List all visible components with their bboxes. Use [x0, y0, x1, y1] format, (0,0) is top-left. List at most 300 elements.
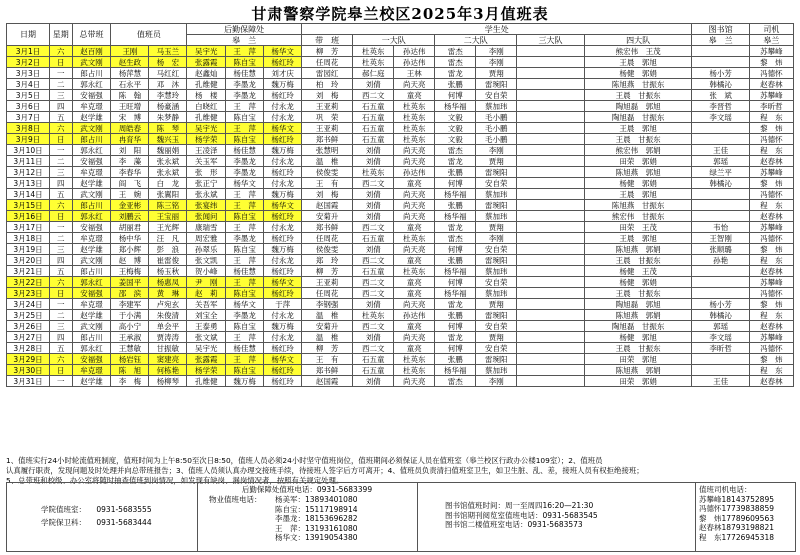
team1-cell: 刘倩 — [353, 79, 394, 90]
header-duty-staff: 值班员 — [111, 24, 187, 46]
team2-cell: 杨华福 — [435, 288, 476, 299]
roster-row — [7, 299, 794, 310]
property-row — [275, 524, 358, 534]
logistics-cell: 魏万梅 — [264, 244, 302, 255]
chief-cell: 武文刚 — [72, 189, 111, 200]
team2-cell: 杨华福 — [435, 365, 476, 376]
duty-staff-cell: 李建军 — [111, 299, 149, 310]
duty-staff-cell: 赵 博 — [111, 255, 149, 266]
team2-cell: 李刚 — [476, 145, 517, 156]
team1-cell: 孙达伟 — [394, 57, 435, 68]
logistics-cell: 张 形 — [187, 167, 226, 178]
logistics-cell: 魏万梅 — [264, 189, 302, 200]
team2-cell: 杨华福 — [435, 189, 476, 200]
duty-staff-cell: 朱梦静 — [149, 112, 187, 123]
roster-row — [7, 57, 794, 68]
logistics-cell: 李墨龙 — [226, 167, 264, 178]
team2-cell: 李刚 — [476, 233, 517, 244]
team2-cell: 雷杰 — [435, 145, 476, 156]
library-hours: 图书馆值班时间：周一至周四16:20—21:30 — [445, 501, 594, 510]
team1-cell: 童亮 — [394, 178, 435, 189]
team2-cell: 张鹏 — [435, 255, 476, 266]
logistics-cell: 张露霞 — [187, 354, 226, 365]
driver-cell: 赵春林 — [749, 79, 793, 90]
date-cell: 3月21日 — [7, 266, 50, 277]
library-cell — [692, 200, 749, 211]
team2-cell: 张鹏 — [435, 310, 476, 321]
team1-cell: 童亮 — [394, 255, 435, 266]
chief-cell: 郭永红 — [72, 145, 111, 156]
weekday-cell: 五 — [50, 189, 73, 200]
header-logistics-gaolan: 皋 兰 — [187, 35, 302, 46]
logistics-cell: 杨红玲 — [264, 57, 302, 68]
logistics-cell: 陈自宝 — [226, 288, 264, 299]
lead-cell: 郑 玲 — [302, 255, 353, 266]
date-cell: 3月1日 — [7, 46, 50, 57]
property-label: 物业值班电话： — [209, 495, 262, 504]
logistics-phone-title: 后勤保障处值班电话：0931-5683399 — [241, 485, 373, 494]
duty-staff-cell: 张永斌 — [149, 167, 187, 178]
logistics-cell: 付永龙 — [264, 222, 302, 233]
team1-cell: 刘倩 — [353, 299, 394, 310]
chief-cell: 武文刚 — [72, 57, 111, 68]
logistics-cell: 刘宝全 — [187, 310, 226, 321]
logistics-cell: 吴宇光 — [187, 123, 226, 134]
duty-staff-cell: 窦建亮 — [149, 354, 187, 365]
team1-cell: 杜英东 — [394, 266, 435, 277]
logistics-cell: 杨佳慧 — [226, 68, 264, 79]
logistics-cell: 付永龙 — [264, 332, 302, 343]
team1-cell: 童亮 — [394, 343, 435, 354]
logistics-cell: 白晓红 — [187, 101, 226, 112]
duty-staff-cell: 王旺增 — [111, 101, 149, 112]
roster-row — [7, 112, 794, 123]
logistics-cell: 杨华文 — [264, 277, 302, 288]
team2-cell: 张鹏 — [435, 200, 476, 211]
date-cell: 3月6日 — [7, 101, 50, 112]
chief-cell: 郭永红 — [72, 343, 111, 354]
driver-cell: 黎 炜 — [749, 178, 793, 189]
team1-cell: 郝仁庭 — [353, 68, 394, 79]
library-cell — [692, 288, 749, 299]
team1-cell: 尚天亮 — [394, 332, 435, 343]
date-cell: 3月3日 — [7, 68, 50, 79]
roster-row — [7, 310, 794, 321]
chief-cell: 武文刚 — [72, 123, 111, 134]
library-cell: 韩橘沁 — [692, 310, 749, 321]
team1-cell: 石五童 — [353, 365, 394, 376]
header-chief: 总带班 — [72, 24, 111, 46]
duty-staff-cell: 张永斌 — [149, 156, 187, 167]
team2-cell: 雷琬阳 — [476, 310, 517, 321]
date-cell: 3月28日 — [7, 343, 50, 354]
date-cell: 3月5日 — [7, 90, 50, 101]
logistics-cell: 杨红玲 — [264, 233, 302, 244]
lead-cell: 郑书鲜 — [302, 222, 353, 233]
duty-staff-cell: 李慧玲 — [149, 90, 187, 101]
lead-cell: 温 椎 — [302, 156, 353, 167]
logistics-cell: 王 萍 — [226, 46, 264, 57]
date-cell: 3月15日 — [7, 200, 50, 211]
notice-line: 认真履行职责，发现问题及时处理并向总带班报告；3、值班人员须认真办理交接班手续，待接班人签字后方可离开；4、值班员负责清扫值班室卫生，如卫生脏、乱、差，接班人员有权拒绝接班； — [6, 466, 644, 475]
chief-cell: 牟克璟 — [72, 233, 111, 244]
duty-staff-cell: 朱俊清 — [149, 310, 187, 321]
driver-cell: 李昕哲 — [749, 101, 793, 112]
chief-cell: 赵学雄 — [72, 244, 111, 255]
logistics-cell: 杨红玲 — [264, 134, 302, 145]
team1-cell: 杜英东 — [394, 354, 435, 365]
library-cell: 张顺璐 — [692, 244, 749, 255]
duty-staff-cell: 杨中华 — [111, 233, 149, 244]
logistics-cell: 张闻问 — [187, 211, 226, 222]
driver-cell: 赵春林 — [749, 266, 793, 277]
date-cell: 3月12日 — [7, 167, 50, 178]
logistics-cell: 王 萍 — [226, 332, 264, 343]
logistics-cell: 张文斌 — [187, 332, 226, 343]
driver-cell: 程 东 — [749, 365, 793, 376]
chief-cell: 郭永红 — [72, 211, 111, 222]
logistics-cell: 杨红玲 — [264, 365, 302, 376]
team1-cell: 刘倩 — [353, 244, 394, 255]
duty-staff-cell: 白 龙 — [149, 178, 187, 189]
team1-cell: 尚天亮 — [394, 189, 435, 200]
date-cell: 3月30日 — [7, 365, 50, 376]
lead-cell: 赵国霞 — [302, 376, 353, 387]
team2-cell: 雷龙 — [435, 222, 476, 233]
team3-cell — [517, 145, 585, 156]
logistics-cell: 杨红玲 — [264, 343, 302, 354]
team4-cell: 王晨 郭旭 — [584, 233, 692, 244]
duty-staff-cell: 魏丽娟 — [149, 145, 187, 156]
duty-staff-cell: 汪 凡 — [149, 233, 187, 244]
duty-staff-cell: 杨玉秋 — [149, 266, 187, 277]
date-cell: 3月8日 — [7, 123, 50, 134]
roster-row — [7, 343, 794, 354]
weekday-cell: 三 — [50, 321, 73, 332]
duty-staff-cell: 邵 滨 — [111, 288, 149, 299]
team1-cell: 尚天亮 — [394, 79, 435, 90]
footer-library — [417, 483, 696, 551]
driver-name: 冯德怀 — [699, 504, 722, 513]
roster-row — [7, 134, 794, 145]
school-phone: 0931-5683555 — [96, 505, 152, 514]
library-cell — [692, 211, 749, 222]
team4-cell: 王晨 郭旭 — [584, 189, 692, 200]
roster-body — [7, 46, 794, 387]
weekday-cell: 一 — [50, 299, 73, 310]
date-cell: 3月17日 — [7, 222, 50, 233]
library-info — [445, 501, 598, 530]
team4-cell: 田荣 郭娟 — [584, 376, 692, 387]
date-cell: 3月27日 — [7, 332, 50, 343]
library-cell: 孙艳 — [692, 255, 749, 266]
team1-cell: 西二文 — [353, 90, 394, 101]
roster-row — [7, 255, 794, 266]
team2-cell: 杨华福 — [435, 266, 476, 277]
team2-cell: 贾翔 — [476, 156, 517, 167]
lead-cell: 赵国霞 — [302, 200, 353, 211]
driver-row — [699, 495, 795, 505]
library-cell: 王智刚 — [692, 233, 749, 244]
logistics-cell: 王 萍 — [226, 101, 264, 112]
weekday-cell: 二 — [50, 310, 73, 321]
team1-cell: 杜英东 — [353, 57, 394, 68]
team1-cell: 刘倩 — [353, 156, 394, 167]
roster-row — [7, 222, 794, 233]
lead-cell: 雷园红 — [302, 68, 353, 79]
team1-cell: 杜英东 — [353, 46, 394, 57]
logistics-cell: 杨华文 — [264, 123, 302, 134]
team4-cell: 熊宏伟 郭娟 — [584, 145, 692, 156]
logistics-cell: 王凌泽 — [187, 145, 226, 156]
logistics-cell: 杨华文 — [264, 354, 302, 365]
date-cell: 3月11日 — [7, 156, 50, 167]
logistics-cell: 张宴纬 — [187, 200, 226, 211]
weekday-cell: 日 — [50, 365, 73, 376]
driver-cell: 程 东 — [749, 255, 793, 266]
roster-row — [7, 321, 794, 332]
chief-cell: 安福强 — [72, 90, 111, 101]
team2-cell: 雷琬阳 — [476, 167, 517, 178]
team3-cell — [517, 57, 585, 68]
logistics-cell: 张永斌 — [187, 189, 226, 200]
logistics-cell: 陈自宝 — [226, 321, 264, 332]
team2-cell: 毛小鹏 — [476, 112, 517, 123]
property-phone: 15117198914 — [305, 504, 358, 514]
logistics-cell: 贺小峰 — [187, 266, 226, 277]
team1-cell: 尚天亮 — [394, 376, 435, 387]
team1-cell: 石五童 — [353, 112, 394, 123]
lead-cell: 刘 梅 — [302, 189, 353, 200]
duty-staff-cell: 邓 沐 — [149, 79, 187, 90]
lead-cell: 任周花 — [302, 288, 353, 299]
team2-cell: 蔡加玮 — [476, 365, 517, 376]
footer-logistics — [197, 483, 418, 551]
logistics-cell: 付永龙 — [264, 101, 302, 112]
driver-name: 苏攀峰 — [699, 494, 722, 504]
team2-cell: 张鹏 — [435, 79, 476, 90]
team2-cell: 文毅 — [435, 123, 476, 134]
duty-staff-cell: 杨萍慧 — [111, 68, 149, 79]
duty-staff-cell: 马玉兰 — [149, 46, 187, 57]
team2-cell: 张鹏 — [435, 167, 476, 178]
team3-cell — [517, 123, 585, 134]
duty-staff-cell: 彭 浪 — [149, 244, 187, 255]
duty-staff-cell: 刘 阳 — [111, 145, 149, 156]
team1-cell: 童亮 — [394, 321, 435, 332]
weekday-cell: 四 — [50, 332, 73, 343]
team2-cell: 文毅 — [435, 134, 476, 145]
date-cell: 3月4日 — [7, 79, 50, 90]
team2-cell: 何博 — [435, 90, 476, 101]
logistics-cell: 王泰勇 — [187, 321, 226, 332]
duty-staff-cell: 王 婉 — [111, 189, 149, 200]
team4-cell: 陶旭磊 郭旭 — [584, 299, 692, 310]
team3-cell — [517, 134, 585, 145]
logistics-cell: 赵鑫灿 — [187, 68, 226, 79]
logistics-cell: 魏万梅 — [226, 376, 264, 387]
weekday-cell: 一 — [50, 376, 73, 387]
weekday-cell: 一 — [50, 145, 73, 156]
team2-cell: 贾翔 — [476, 222, 517, 233]
duty-staff-cell: 姜国平 — [111, 277, 149, 288]
logistics-cell: 陈自宝 — [226, 57, 264, 68]
chief-cell: 郎占川 — [72, 266, 111, 277]
weekday-cell: 六 — [50, 46, 73, 57]
team1-cell: 尚天亮 — [394, 244, 435, 255]
date-cell: 3月18日 — [7, 233, 50, 244]
driver-phone: 17789609563 — [721, 513, 774, 523]
team2-cell: 蔡加玮 — [476, 189, 517, 200]
property-name: 陈自宝： — [275, 504, 305, 514]
team1-cell: 刘倩 — [353, 376, 394, 387]
team4-cell: 陈旭燕 郭旭 — [584, 167, 692, 178]
driver-row — [699, 504, 795, 514]
driver-cell: 黎 炜 — [749, 57, 793, 68]
duty-staff-cell: 杨惠凤 — [149, 277, 187, 288]
team4-cell: 田荣 郭娟 — [584, 156, 692, 167]
logistics-cell: 李墨龙 — [226, 233, 264, 244]
library-cell — [692, 354, 749, 365]
security-phone-label: 学院保卫科： — [41, 518, 86, 527]
logistics-cell: 李墨龙 — [226, 79, 264, 90]
team1-cell: 杜英东 — [394, 134, 435, 145]
team4-cell: 陈旭燕 甘振东 — [584, 79, 692, 90]
roster-row — [7, 376, 794, 387]
weekday-cell: 六 — [50, 123, 73, 134]
logistics-cell: 周宏雅 — [187, 233, 226, 244]
team3-cell — [517, 310, 585, 321]
library-cell: 李昕哲 — [692, 343, 749, 354]
logistics-cell: 杨佳慧 — [226, 266, 264, 277]
duty-staff-cell: 崔雷俊 — [149, 255, 187, 266]
duty-staff-cell: 李 梅 — [111, 376, 149, 387]
property-name: 李墨龙： — [275, 514, 305, 523]
team2-cell: 李刚 — [476, 46, 517, 57]
driver-name: 黎 炜 — [699, 513, 722, 523]
header-driver: 司机 — [749, 24, 793, 35]
logistics-cell: 杨华文 — [264, 200, 302, 211]
team3-cell — [517, 332, 585, 343]
logistics-cell: 吴宇光 — [187, 343, 226, 354]
logistics-cell: 付永龙 — [264, 112, 302, 123]
team2-cell: 毛小鹏 — [476, 134, 517, 145]
logistics-cell: 王 萍 — [226, 354, 264, 365]
team2-cell: 安自荣 — [476, 178, 517, 189]
lead-cell: 王 有 — [302, 178, 353, 189]
team2-cell: 何博 — [435, 321, 476, 332]
logistics-cell: 魏万梅 — [264, 321, 302, 332]
duty-staff-cell: 王承淑 — [111, 332, 149, 343]
property-name: 王 萍： — [275, 523, 305, 533]
driver-list — [695, 495, 795, 543]
lead-cell: 张慧明 — [302, 145, 353, 156]
date-cell: 3月14日 — [7, 189, 50, 200]
team1-cell: 刘倩 — [353, 145, 394, 156]
lead-cell: 侯俊雯 — [302, 244, 353, 255]
logistics-cell: 吴宇光 — [187, 46, 226, 57]
library-cell: 王佳 — [692, 145, 749, 156]
team1-cell: 刘倩 — [353, 211, 394, 222]
team1-cell: 孙达伟 — [394, 167, 435, 178]
date-cell: 3月29日 — [7, 354, 50, 365]
date-cell: 3月10日 — [7, 145, 50, 156]
team3-cell — [517, 156, 585, 167]
lead-cell: 温 椎 — [302, 332, 353, 343]
chief-cell: 安福强 — [72, 354, 111, 365]
page-title: 甘肃警察学院皋兰校区2025年3月值班表 — [251, 5, 549, 23]
duty-staff-cell: 卢宛玄 — [149, 299, 187, 310]
team1-cell: 尚天亮 — [394, 200, 435, 211]
duty-staff-cell: 杨岩钰 — [111, 354, 149, 365]
logistics-cell: 魏万梅 — [264, 145, 302, 156]
weekday-cell: 四 — [50, 101, 73, 112]
driver-cell: 苏攀峰 — [749, 332, 793, 343]
logistics-cell: 陈自宝 — [226, 134, 264, 145]
team2-cell: 李刚 — [476, 376, 517, 387]
library-cell — [692, 123, 749, 134]
logistics-cell: 李墨龙 — [226, 310, 264, 321]
date-cell: 3月16日 — [7, 211, 50, 222]
chief-cell: 牟克璟 — [72, 365, 111, 376]
team2-cell: 安自荣 — [476, 244, 517, 255]
team1-cell: 杜英东 — [394, 101, 435, 112]
logistics-cell: 李墨龙 — [226, 90, 264, 101]
roster-row — [7, 90, 794, 101]
library-periodical-phone: 图书馆期刊阅览室值班电话：0931-5683545 — [445, 510, 598, 520]
duty-staff-cell: 陈 琴 — [149, 123, 187, 134]
weekday-cell: 四 — [50, 255, 73, 266]
team2-cell: 雷龙 — [435, 299, 476, 310]
team4-cell: 王晨 甘振东 — [584, 288, 692, 299]
duty-staff-cell: 黄 琳 — [149, 288, 187, 299]
property-row — [275, 533, 358, 543]
property-name: 杨华文： — [275, 533, 305, 542]
driver-row — [699, 514, 795, 524]
header-team1: 一大队 — [353, 35, 435, 46]
team4-cell: 田荣 王茂 — [584, 222, 692, 233]
property-row — [275, 495, 358, 505]
duty-staff-cell: 杨豪涵 — [149, 101, 187, 112]
roster-row — [7, 79, 794, 90]
team3-cell — [517, 46, 585, 57]
team1-cell: 杜英东 — [353, 310, 394, 321]
team2-cell: 雷琬阳 — [476, 79, 517, 90]
team3-cell — [517, 189, 585, 200]
driver-cell: 程 东 — [749, 112, 793, 123]
chief-cell: 安福强 — [72, 288, 111, 299]
driver-phone: 18793198821 — [721, 523, 774, 532]
team2-cell: 安自荣 — [476, 343, 517, 354]
team1-cell: 石五童 — [353, 134, 394, 145]
header-weekday: 星期 — [50, 24, 73, 46]
team3-cell — [517, 288, 585, 299]
roster-row — [7, 244, 794, 255]
driver-row — [699, 533, 795, 543]
logistics-cell: 孔维健 — [187, 376, 226, 387]
duty-staff-cell: 王梅梅 — [111, 266, 149, 277]
team1-cell: 童亮 — [394, 222, 435, 233]
driver-phone: 17726945318 — [721, 532, 774, 542]
team4-cell: 王晨 甘振东 — [584, 255, 692, 266]
logistics-cell: 王 萍 — [226, 222, 264, 233]
duty-staff-cell: 何栋艳 — [149, 365, 187, 376]
security-phone: 0931-5683444 — [96, 518, 152, 527]
header-student-office: 学生处 — [302, 24, 692, 35]
library-cell — [692, 189, 749, 200]
duty-staff-cell: 刘鹏云 — [111, 211, 149, 222]
roster-row — [7, 46, 794, 57]
